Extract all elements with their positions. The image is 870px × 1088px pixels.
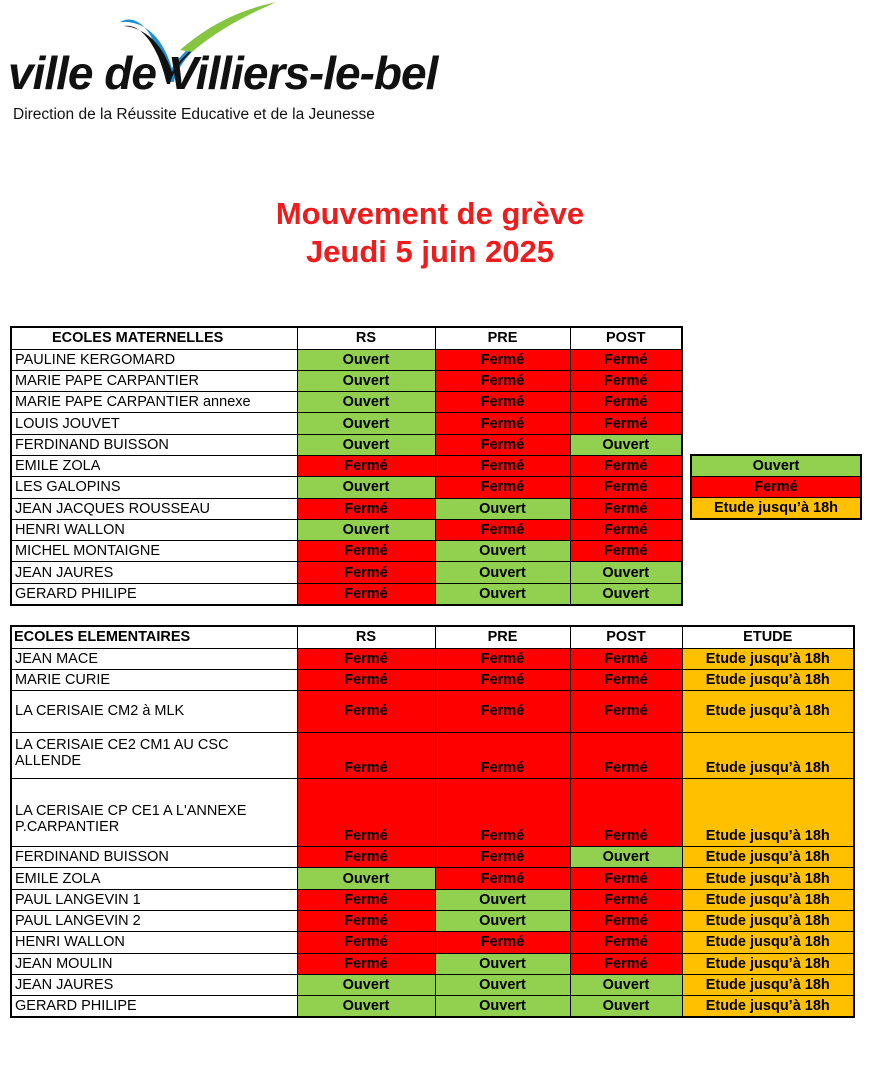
status-post: Fermé [570,392,682,413]
status-rs: Fermé [297,455,435,476]
status-pre: Fermé [435,477,570,498]
status-rs: Ouvert [297,868,435,889]
school-name: FERDINAND BUISSON [11,847,297,868]
school-name: PAUL LANGEVIN 1 [11,889,297,910]
status-rs: Fermé [297,562,435,583]
column-header-rs: RS [297,327,435,349]
status-etude: Etude jusqu’à 18h [682,910,854,931]
school-name: LES GALOPINS [11,477,297,498]
status-post: Ouvert [570,434,682,455]
status-pre: Ouvert [435,996,570,1017]
table-row [11,562,682,583]
status-pre: Ouvert [435,953,570,974]
table-row [11,953,854,974]
table-row [11,847,854,868]
table-row [11,413,682,434]
table-row [11,691,854,733]
status-pre: Fermé [435,648,570,669]
status-etude: Etude jusqu’à 18h [682,868,854,889]
school-name: JEAN MOULIN [11,953,297,974]
status-rs: Fermé [297,498,435,519]
status-pre: Ouvert [435,910,570,931]
status-post: Fermé [570,455,682,476]
status-rs: Fermé [297,953,435,974]
status-etude: Etude jusqu’à 18h [682,733,854,779]
table-row [11,541,682,562]
status-post: Fermé [570,498,682,519]
status-pre: Fermé [435,691,570,733]
table-row [11,349,682,370]
status-post: Fermé [570,868,682,889]
school-name: MARIE CURIE [11,669,297,690]
status-post: Ouvert [570,562,682,583]
column-header-pre: PRE [435,626,570,648]
table-header-row [11,626,854,648]
status-rs: Fermé [297,932,435,953]
school-name: GERARD PHILIPE [11,583,297,604]
status-pre: Fermé [435,370,570,391]
department-subtitle: Direction de la Réussite Educative et de la Jeunesse [13,106,375,123]
status-rs: Fermé [297,847,435,868]
school-name: HENRI WALLON [11,519,297,540]
status-rs: Fermé [297,669,435,690]
column-header-post: POST [570,327,682,349]
table-row [11,779,854,847]
status-rs: Ouvert [297,434,435,455]
status-pre: Ouvert [435,498,570,519]
school-name: JEAN JAURES [11,562,297,583]
status-rs: Ouvert [297,519,435,540]
status-post: Fermé [570,779,682,847]
status-post: Fermé [570,370,682,391]
table-row [11,974,854,995]
status-pre: Fermé [435,932,570,953]
school-name: EMILE ZOLA [11,455,297,476]
table-row [11,910,854,931]
table-row [11,889,854,910]
status-rs: Ouvert [297,370,435,391]
status-post: Fermé [570,349,682,370]
status-pre: Ouvert [435,974,570,995]
status-rs: Fermé [297,541,435,562]
status-post: Ouvert [570,996,682,1017]
school-name: PAULINE KERGOMARD [11,349,297,370]
column-header-post: POST [570,626,682,648]
status-pre: Fermé [435,392,570,413]
school-name: MICHEL MONTAIGNE [11,541,297,562]
status-rs: Fermé [297,583,435,604]
status-legend [690,454,862,520]
table-row [11,498,682,519]
status-rs: Ouvert [297,349,435,370]
status-etude: Etude jusqu’à 18h [682,847,854,868]
status-pre: Fermé [435,434,570,455]
table-row [11,434,682,455]
logo-wordmark: ville de Villiers-le-bel [8,47,438,99]
status-post: Ouvert [570,974,682,995]
status-rs: Ouvert [297,392,435,413]
city-logo [0,0,460,130]
table-row [11,733,854,779]
school-name: LA CERISAIE CM2 à MLK [11,691,297,733]
status-pre: Fermé [435,455,570,476]
status-post: Fermé [570,648,682,669]
status-post: Fermé [570,910,682,931]
status-post: Fermé [570,691,682,733]
status-post: Fermé [570,519,682,540]
status-rs: Fermé [297,779,435,847]
elementaires-table [10,625,855,1018]
status-pre: Ouvert [435,889,570,910]
status-post: Fermé [570,953,682,974]
status-pre: Fermé [435,519,570,540]
status-post: Fermé [570,541,682,562]
status-rs: Fermé [297,648,435,669]
school-name: EMILE ZOLA [11,868,297,889]
school-name: GERARD PHILIPE [11,996,297,1017]
status-pre: Ouvert [435,583,570,604]
school-name: FERDINAND BUISSON [11,434,297,455]
status-etude: Etude jusqu’à 18h [682,779,854,847]
status-post: Fermé [570,889,682,910]
school-name: JEAN JACQUES ROUSSEAU [11,498,297,519]
status-pre: Ouvert [435,562,570,583]
table-row [11,669,854,690]
status-pre: Fermé [435,733,570,779]
status-etude: Etude jusqu’à 18h [682,974,854,995]
page-date: Jeudi 5 juin 2025 [305,234,555,269]
status-etude: Etude jusqu’à 18h [682,953,854,974]
table-row [11,996,854,1017]
status-etude: Etude jusqu’à 18h [682,648,854,669]
status-rs: Fermé [297,691,435,733]
column-header-rs: RS [297,626,435,648]
column-header-school: ECOLES ELEMENTAIRES [11,626,297,648]
maternelles-table [10,326,683,606]
status-post: Fermé [570,413,682,434]
legend-study: Etude jusqu’à 18h [691,498,861,520]
column-header-pre: PRE [435,327,570,349]
status-etude: Etude jusqu’à 18h [682,669,854,690]
status-etude: Etude jusqu’à 18h [682,932,854,953]
status-rs: Fermé [297,910,435,931]
status-post: Fermé [570,477,682,498]
status-rs: Ouvert [297,996,435,1017]
status-etude: Etude jusqu’à 18h [682,691,854,733]
status-post: Ouvert [570,583,682,604]
status-etude: Etude jusqu’à 18h [682,996,854,1017]
table-row [11,370,682,391]
school-name: JEAN JAURES [11,974,297,995]
school-name: LOUIS JOUVET [11,413,297,434]
status-pre: Ouvert [435,541,570,562]
table-row [11,519,682,540]
school-name: HENRI WALLON [11,932,297,953]
table-row [11,455,682,476]
table-row [11,477,682,498]
status-pre: Fermé [435,413,570,434]
status-pre: Fermé [435,847,570,868]
school-name: PAUL LANGEVIN 2 [11,910,297,931]
legend-closed: Fermé [691,477,861,498]
status-pre: Fermé [435,868,570,889]
table-row [11,392,682,413]
status-post: Fermé [570,669,682,690]
school-name: LA CERISAIE CE2 CM1 AU CSC ALLENDE [11,733,297,779]
status-rs: Ouvert [297,413,435,434]
status-post: Fermé [570,733,682,779]
status-post: Fermé [570,932,682,953]
status-pre: Fermé [435,669,570,690]
school-name: JEAN MACE [11,648,297,669]
status-rs: Fermé [297,889,435,910]
status-rs: Fermé [297,733,435,779]
status-rs: Ouvert [297,477,435,498]
page-title: Mouvement de grève [275,196,585,231]
school-name: MARIE PAPE CARPANTIER [11,370,297,391]
status-pre: Fermé [435,349,570,370]
status-post: Ouvert [570,847,682,868]
legend-open: Ouvert [691,455,861,477]
table-row [11,932,854,953]
status-etude: Etude jusqu’à 18h [682,889,854,910]
column-header-school: ECOLES MATERNELLES [11,327,297,349]
table-header-row [11,327,682,349]
status-rs: Ouvert [297,974,435,995]
column-header-etude: ETUDE [682,626,854,648]
school-name: LA CERISAIE CP CE1 A L'ANNEXE P.CARPANTIER [11,779,297,847]
table-row [11,648,854,669]
school-name: MARIE PAPE CARPANTIER annexe [11,392,297,413]
status-pre: Fermé [435,779,570,847]
table-row [11,583,682,604]
table-row [11,868,854,889]
